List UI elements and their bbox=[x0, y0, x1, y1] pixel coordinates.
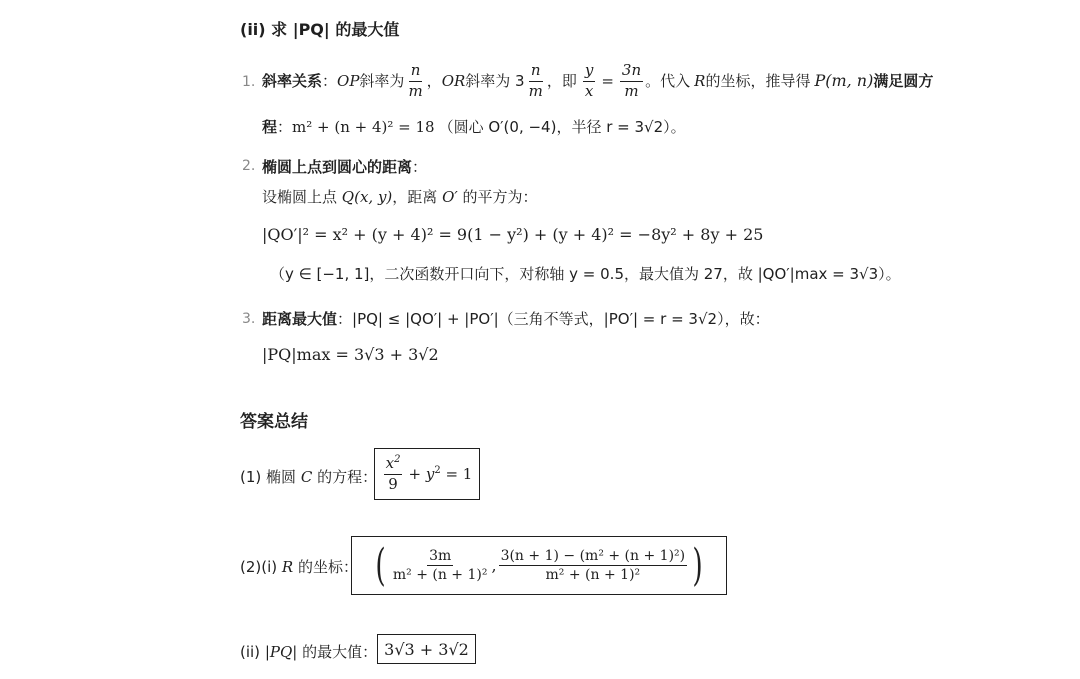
p3-tail: 的最大值： bbox=[297, 643, 378, 661]
step3-label: 距离最大值 bbox=[262, 310, 338, 328]
fraction-n-over-m: $\frac{n}{m}$ bbox=[408, 61, 423, 100]
step1-slope-word: 斜率为 bbox=[359, 72, 405, 90]
summary-p2-label bbox=[240, 556, 358, 577]
step1-line1: 斜率关系 ： OP 斜率为 $\frac{n}{m}$ ， OR 斜率为 3 $\frac{n}{m}$ ，即 $\frac{y}{x}$ = $\frac{3n}{m}$ 。代入 R 的坐标，推导得 P(m, n) 满足圆方 bbox=[262, 61, 934, 100]
p3-answer: 3√3 + 3√2 bbox=[384, 639, 469, 659]
step2-O: O′ bbox=[442, 188, 458, 206]
step3-number: 3. bbox=[242, 311, 256, 327]
step2-line1c: ，距离 bbox=[392, 188, 438, 206]
p1-C: C bbox=[300, 468, 313, 486]
step1-colon: ： bbox=[322, 72, 338, 90]
p3-PQ: |PQ| bbox=[264, 643, 298, 661]
step2-line1 bbox=[262, 186, 538, 207]
fraction-3n-over-m: $\frac{3n}{m}$ bbox=[621, 61, 642, 100]
step1-cheng: 程 bbox=[262, 118, 278, 136]
step1-P: P(m, n) bbox=[814, 71, 874, 90]
step1-line2 bbox=[262, 116, 686, 137]
step1-number: 1. bbox=[242, 74, 256, 90]
step2-equation: |QO′|² = x² + (y + 4)² = 9(1 − y²) + (y + 4)² = −8y² + 8y + 25 bbox=[262, 225, 764, 244]
fraction-R-y bbox=[499, 548, 688, 583]
section-title-text: (ii) 求 |PQ| 的最大值 bbox=[240, 20, 400, 39]
step2-note: （y ∈ [−1, 1]，二次函数开口向下，对称轴 y = 0.5，最大值为 27，故 |QO′|max = 3√3）。 bbox=[270, 265, 901, 283]
step2-line1e: 的平方为： bbox=[457, 188, 538, 206]
summary-p1-label bbox=[240, 466, 377, 487]
p2-num1: 3m bbox=[427, 548, 453, 566]
fraction-R-x bbox=[391, 548, 490, 583]
step1-manzu: 满足圆方 bbox=[873, 72, 934, 90]
answer1-box: $\frac{x^2}{9}$ + $y^2 = 1$ bbox=[374, 448, 480, 500]
step3-text: ：|PQ| ≤ |QO′| + |PO′|（三角不等式，|PO′| = r = 3√2），故： bbox=[337, 310, 770, 328]
answer3-box bbox=[377, 634, 476, 664]
step1-dai: 。代入 bbox=[645, 72, 691, 90]
step3-equation: |PQ|max = 3√3 + 3√2 bbox=[262, 345, 439, 364]
step1-op: OP bbox=[337, 72, 360, 90]
step2-heading bbox=[262, 156, 427, 177]
fraction-n-over-m-2: $\frac{n}{m}$ bbox=[528, 61, 543, 100]
step2-line1a: 设椭圆上点 bbox=[262, 188, 338, 206]
p2-tail: 的坐标： bbox=[293, 558, 358, 576]
step1-circle-eq: ：m² + (n + 4)² = 18 bbox=[277, 118, 435, 136]
step2-number: 2. bbox=[242, 158, 256, 174]
p3-label: (ii) bbox=[240, 643, 261, 661]
fraction-x2-over-9: $\frac{x^2}{9}$ bbox=[385, 454, 401, 493]
answer2-box: ( $\frac{3m}{\text{m² + (n + 1)²}}$ , $\frac{\text{3(n + 1) − (m² + (n + 1)²)}}{\text{m² + (n + 1)²}}$ ) bbox=[351, 536, 727, 595]
summary-title: 答案总结 bbox=[240, 412, 308, 432]
step1-or: OR bbox=[441, 72, 466, 90]
step1-center: （圆心 O′(0, −4)，半径 r = 3√2）。 bbox=[438, 118, 686, 136]
step3-line1 bbox=[262, 308, 770, 329]
step1-ji: ，即 bbox=[546, 72, 577, 90]
summary-p3-label bbox=[240, 641, 377, 662]
step1-label: 斜率关系 bbox=[262, 72, 323, 90]
fraction-y-over-x: $\frac{y}{x}$ bbox=[584, 61, 594, 100]
p2-den1: m² + (n + 1)² bbox=[392, 567, 488, 583]
section-title bbox=[240, 17, 399, 40]
step1-tail: 的坐标，推导得 bbox=[705, 72, 811, 90]
step2-Q: Q(x, y) bbox=[341, 188, 393, 206]
p2-den2: m² + (n + 1)² bbox=[545, 567, 641, 583]
p2-num2: 3(n + 1) − (m² + (n + 1)²) bbox=[499, 548, 688, 566]
step1-slope-word2: 斜率为 3 bbox=[465, 72, 525, 90]
step2-label: 椭圆上点到圆心的距离 bbox=[262, 158, 413, 176]
p2-R: R bbox=[281, 558, 294, 576]
step1-R: R bbox=[694, 72, 706, 90]
p1-label: (1) 椭圆 bbox=[240, 468, 297, 486]
step2-colon: ： bbox=[412, 158, 428, 176]
p1-tail: 的方程： bbox=[312, 468, 378, 486]
p2-label: (2)(i) bbox=[240, 558, 278, 576]
